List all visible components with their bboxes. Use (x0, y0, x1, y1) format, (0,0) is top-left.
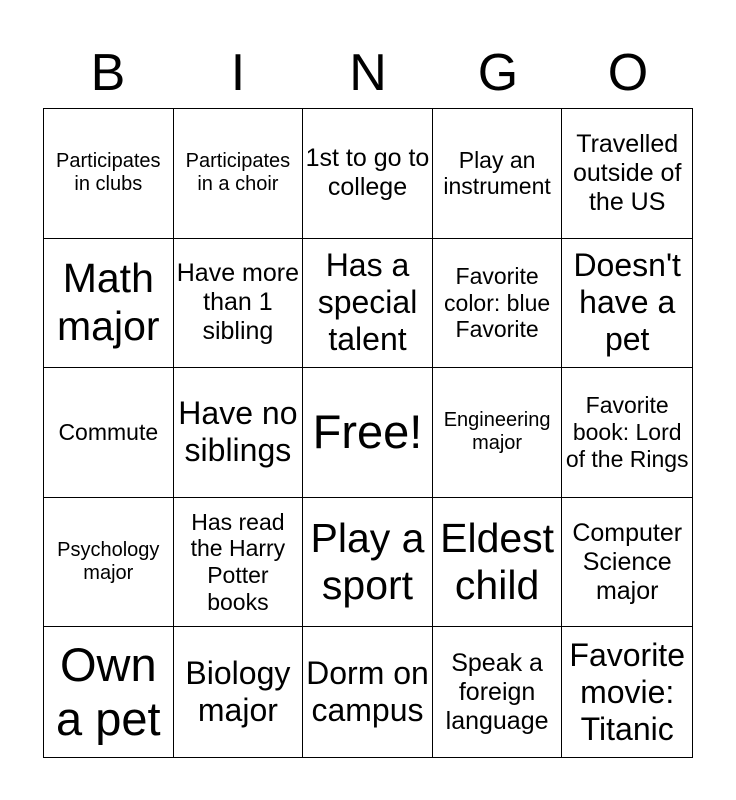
cell-text: Travelled outside of the US (572, 129, 682, 216)
bingo-cell-r4-c2[interactable] (174, 498, 304, 628)
cell-text: Biology major (185, 655, 291, 729)
cell-text: Free! (312, 405, 423, 459)
bingo-cell-r3-c5[interactable] (562, 368, 692, 498)
bingo-cell-r3-c1[interactable] (44, 368, 174, 498)
cell-text: Favorite color: blue Favorite (444, 262, 551, 343)
header-letter-n: N (349, 44, 387, 102)
bingo-cell-r5-c1[interactable] (44, 627, 174, 757)
bingo-board (43, 108, 693, 758)
header-letter-o: O (607, 44, 649, 102)
cell-text: Has a special talent (317, 247, 418, 358)
cell-text: Have more than 1 sibling (176, 259, 300, 346)
cell-text: Have no siblings (178, 395, 298, 469)
cell-text: Doesn't have a pet (573, 247, 681, 358)
bingo-cell-r1-c1[interactable] (44, 109, 174, 239)
cell-text: Speak a foreign language (445, 648, 549, 735)
cell-text: Commute (58, 419, 159, 446)
bingo-cell-r4-c3[interactable] (303, 498, 433, 628)
cell-text: 1st to go to college (305, 144, 430, 202)
cell-text: Play an instrument (443, 146, 551, 200)
cell-text: Computer Science major (572, 518, 683, 605)
cell-text: Participates in a choir (185, 150, 291, 196)
bingo-cell-r5-c3[interactable] (303, 627, 433, 757)
bingo-cell-r4-c4[interactable] (433, 498, 563, 628)
bingo-cell-r1-c3[interactable] (303, 109, 433, 239)
cell-text: Favorite book: Lord of the Rings (565, 392, 689, 472)
bingo-cell-r2-c1[interactable] (44, 239, 174, 369)
bingo-cell-r1-c4[interactable] (433, 109, 563, 239)
header-letter-g: G (477, 44, 519, 102)
bingo-cell-r2-c5[interactable] (562, 239, 692, 369)
cell-text: Eldest child (440, 514, 555, 609)
bingo-header (43, 40, 693, 106)
bingo-cell-r2-c4[interactable] (433, 239, 563, 369)
bingo-cell-r4-c1[interactable] (44, 498, 174, 628)
bingo-cell-r1-c2[interactable] (174, 109, 304, 239)
cell-text: Dorm on campus (306, 655, 429, 729)
header-letter-b: B (90, 44, 126, 102)
bingo-cell-r2-c3[interactable] (303, 239, 433, 369)
cell-text: Own a pet (56, 637, 161, 746)
bingo-cell-r1-c5[interactable] (562, 109, 692, 239)
bingo-cell-r5-c4[interactable] (433, 627, 563, 757)
bingo-cell-r3-c4[interactable] (433, 368, 563, 498)
cell-text: Participates in clubs (56, 150, 161, 196)
bingo-cell-r2-c2[interactable] (174, 239, 304, 369)
bingo-cell-r5-c2[interactable] (174, 627, 304, 757)
bingo-cell-r3-c2[interactable] (174, 368, 304, 498)
cell-text: Favorite movie: Titanic (569, 636, 685, 747)
bingo-cell-r5-c5[interactable] (562, 627, 692, 757)
cell-text: Math major (57, 255, 160, 349)
cell-text: Has read the Harry Potter books (190, 508, 286, 615)
bingo-cell-r4-c5[interactable] (562, 498, 692, 628)
header-letter-i: I (230, 44, 246, 102)
cell-text: Engineering major (443, 409, 551, 455)
cell-text: Psychology major (57, 538, 160, 585)
cell-text: Play a sport (310, 514, 425, 609)
bingo-cell-r3-c3-free[interactable] (303, 368, 433, 498)
